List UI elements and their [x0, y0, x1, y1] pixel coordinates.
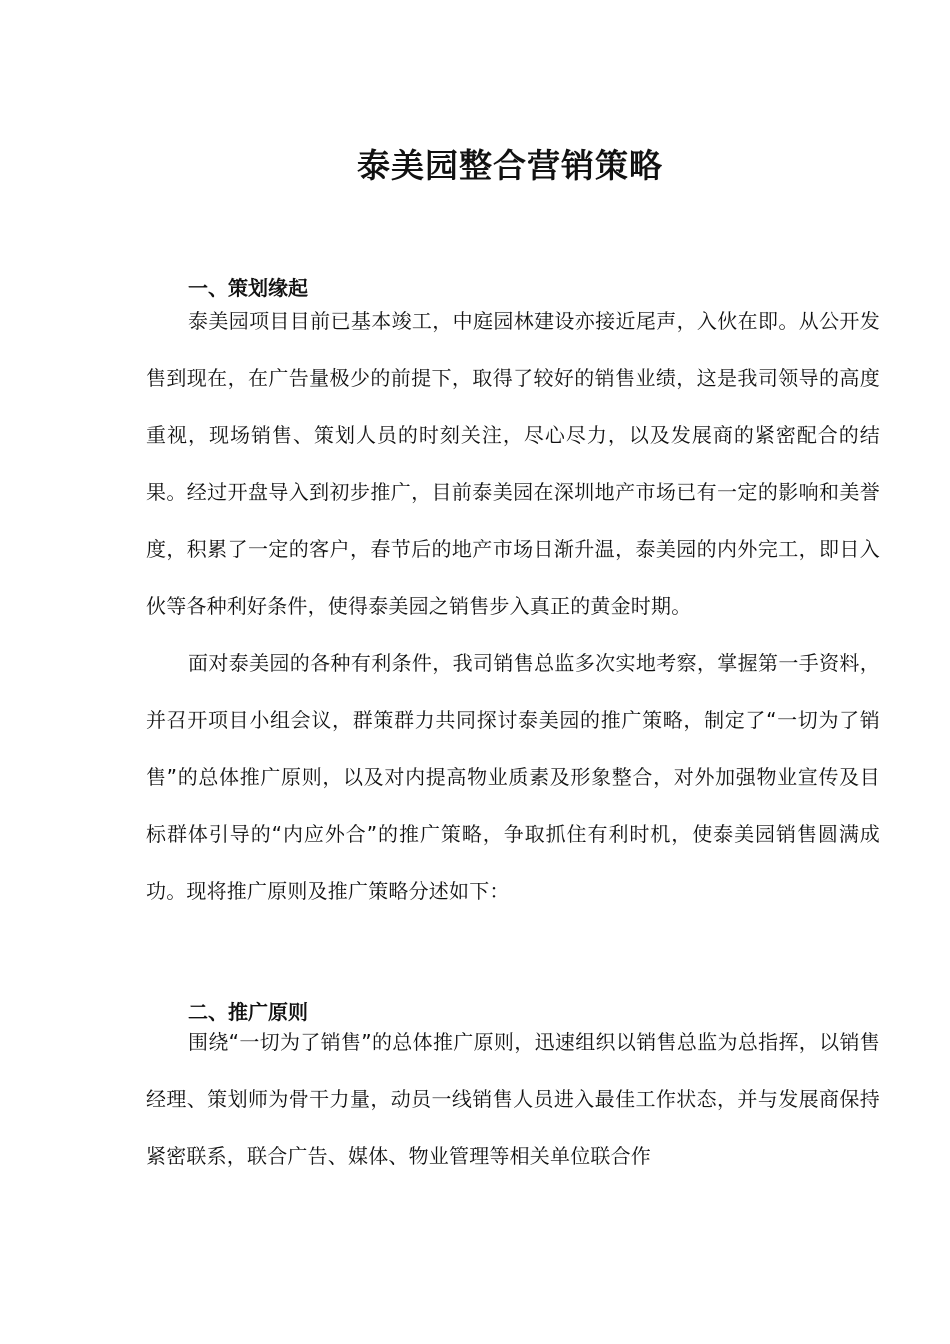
paragraph: 泰美园项目目前已基本竣工，中庭园林建设亦接近尾声，入伙在即。从公开发售到现在，在广告量极少的前提下，取得了较好的销售业绩，这是我司领导的高度重视，现场销售、策划人员的时刻关注，尽心尽力，以及发展商的紧密配合的结果。经过开盘导入到初步推广，目前泰美园在深圳地产市场已有一定的影响和美誉度，积累了一定的客户，春节后的地产市场日渐升温，泰美园的内外完工，即日入伙等各种利好条件，使得泰美园之销售步入真正的黄金时期。	[146, 309, 880, 618]
section-heading-principle: 二、推广原则	[188, 1000, 308, 1024]
paragraph: 围绕“一切为了销售”的总体推广原则，迅速组织以销售总监为总指挥，以销售经理、策划师为骨干力量，动员一线销售人员进入最佳工作状态，并与发展商保持紧密联系，联合广告、媒体、物业管理等相关单位联合作	[146, 1030, 880, 1168]
document-title: 泰美园整合营销策略	[357, 146, 663, 185]
paragraph: 面对泰美园的各种有利条件，我司销售总监多次实地考察，掌握第一手资料，并召开项目小组会议，群策群力共同探讨泰美园的推广策略，制定了“一切为了销售”的总体推广原则，以及对内提高物业质素及形象整合，对外加强物业宣传及目标群体引导的“内应外合”的推广策略，争取抓住有利时机，使泰美园销售圆满成功。现将推广原则及推广策略分述如下：	[146, 651, 880, 903]
section-body-origin	[146, 293, 880, 920]
section-heading-origin: 一、策划缘起	[188, 276, 308, 300]
section-body-principle	[146, 1014, 880, 1185]
